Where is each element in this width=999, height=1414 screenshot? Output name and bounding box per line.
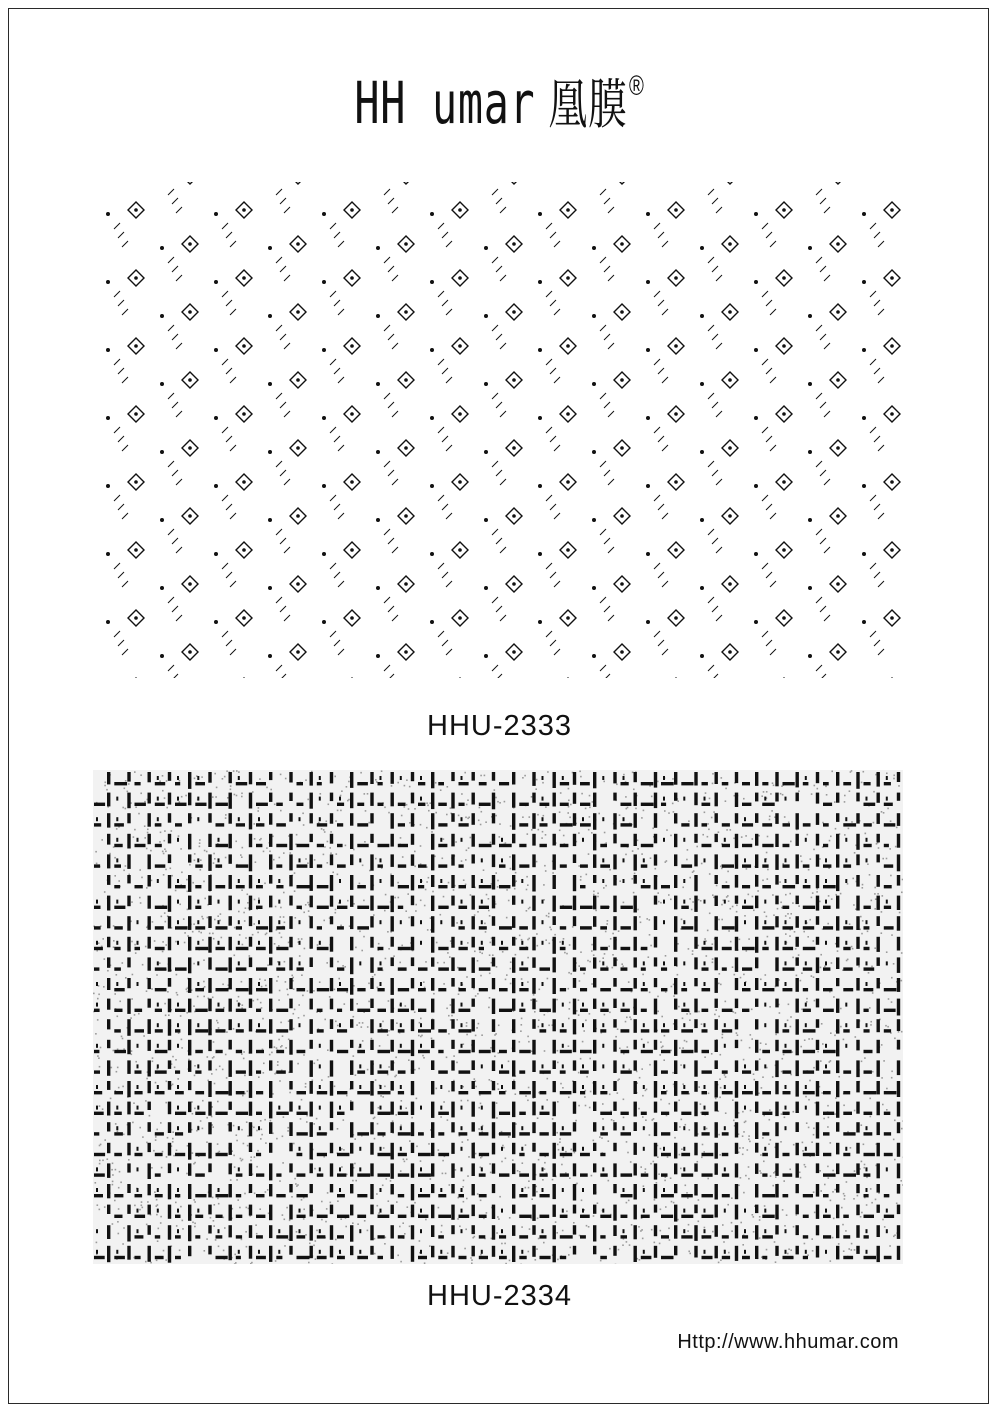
swatch-code-label: HHU-2333 [427, 710, 572, 742]
pattern-swatch-diamond [98, 182, 904, 678]
brand-latin: HH umar [354, 69, 536, 137]
diamond-pattern-graphic [98, 182, 904, 678]
swatch-code-label: HHU-2334 [427, 1280, 572, 1312]
weave-pattern-graphic [93, 770, 903, 1264]
brand-title [140, 69, 859, 137]
brand-chinese: 凰膜 [548, 73, 628, 136]
website-url: Http://www.hhumar.com [677, 1331, 899, 1353]
registered-mark: ® [629, 70, 645, 101]
pattern-swatch-weave [93, 770, 903, 1264]
